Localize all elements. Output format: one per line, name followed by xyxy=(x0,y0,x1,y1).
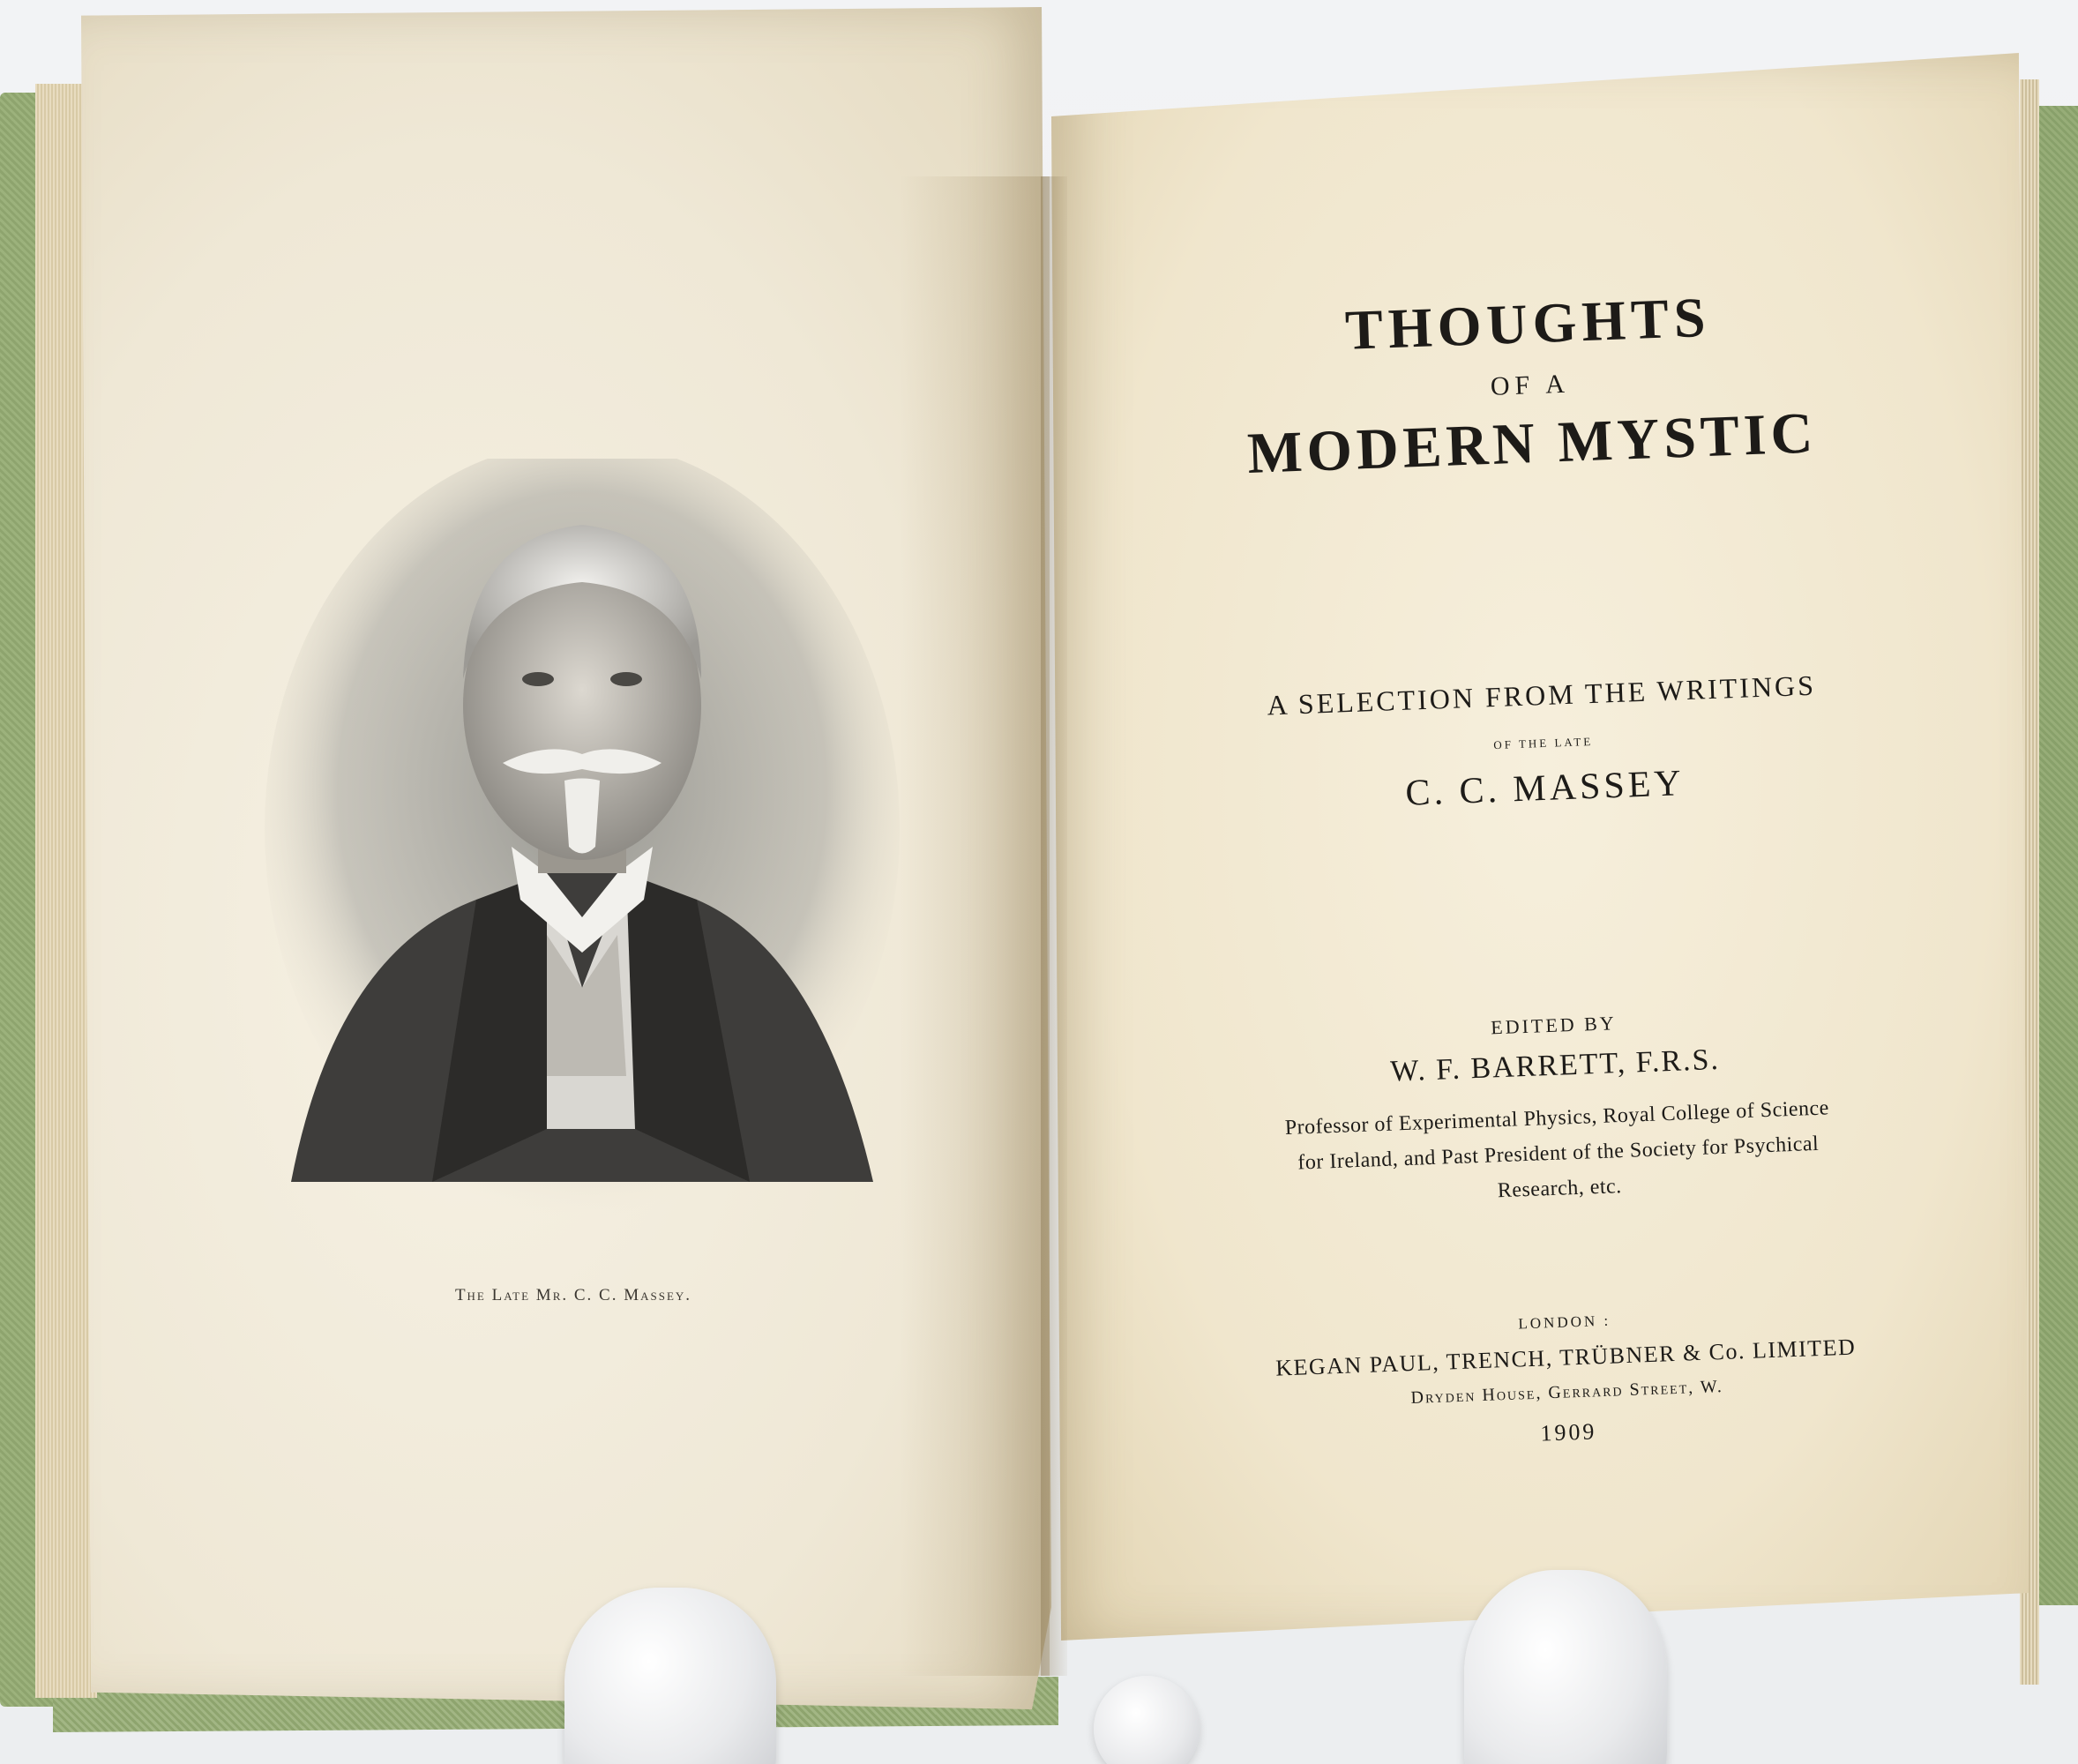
publisher-name: KEGAN PAUL, TRENCH, TRÜBNER & Co. LIMITED xyxy=(1274,1334,1857,1381)
publisher-address: Dryden House, Gerrard Street, W. xyxy=(1410,1377,1724,1408)
title-page-text xyxy=(1066,221,2029,1533)
title-line-2: OF A xyxy=(1490,369,1571,401)
subtitle-line-2: OF THE LATE xyxy=(1493,734,1594,752)
author-name: C. C. MASSEY xyxy=(1404,763,1686,814)
page-curve-shadow xyxy=(900,176,1050,1676)
book-gutter xyxy=(1041,176,1067,1676)
title-line-1: THOUGHTS xyxy=(1343,285,1712,362)
editor-credentials-line: Research, etc. xyxy=(1497,1175,1623,1203)
editor-name: W. F. BARRETT, F.R.S. xyxy=(1389,1043,1721,1088)
publication-year: 1909 xyxy=(1539,1418,1597,1446)
editor-credentials-line: for Ireland, and Past President of the Society for Psychical xyxy=(1297,1132,1820,1175)
white-glove-left xyxy=(564,1588,776,1764)
editor-credentials-line: Professor of Experimental Physics, Royal College of Science xyxy=(1284,1096,1830,1140)
white-glove-thumb xyxy=(1094,1676,1200,1764)
edited-by-label: EDITED BY xyxy=(1490,1012,1618,1039)
portrait-engraving xyxy=(256,459,908,1226)
subtitle-line-1: A SELECTION FROM THE WRITINGS xyxy=(1266,669,1817,721)
portrait-image xyxy=(256,459,908,1226)
portrait-caption: The Late Mr. C. C. Massey. xyxy=(454,1286,692,1304)
title-line-3: MODERN MYSTIC xyxy=(1246,400,1819,487)
publisher-city: LONDON : xyxy=(1518,1312,1611,1333)
white-glove-right xyxy=(1464,1570,1667,1764)
